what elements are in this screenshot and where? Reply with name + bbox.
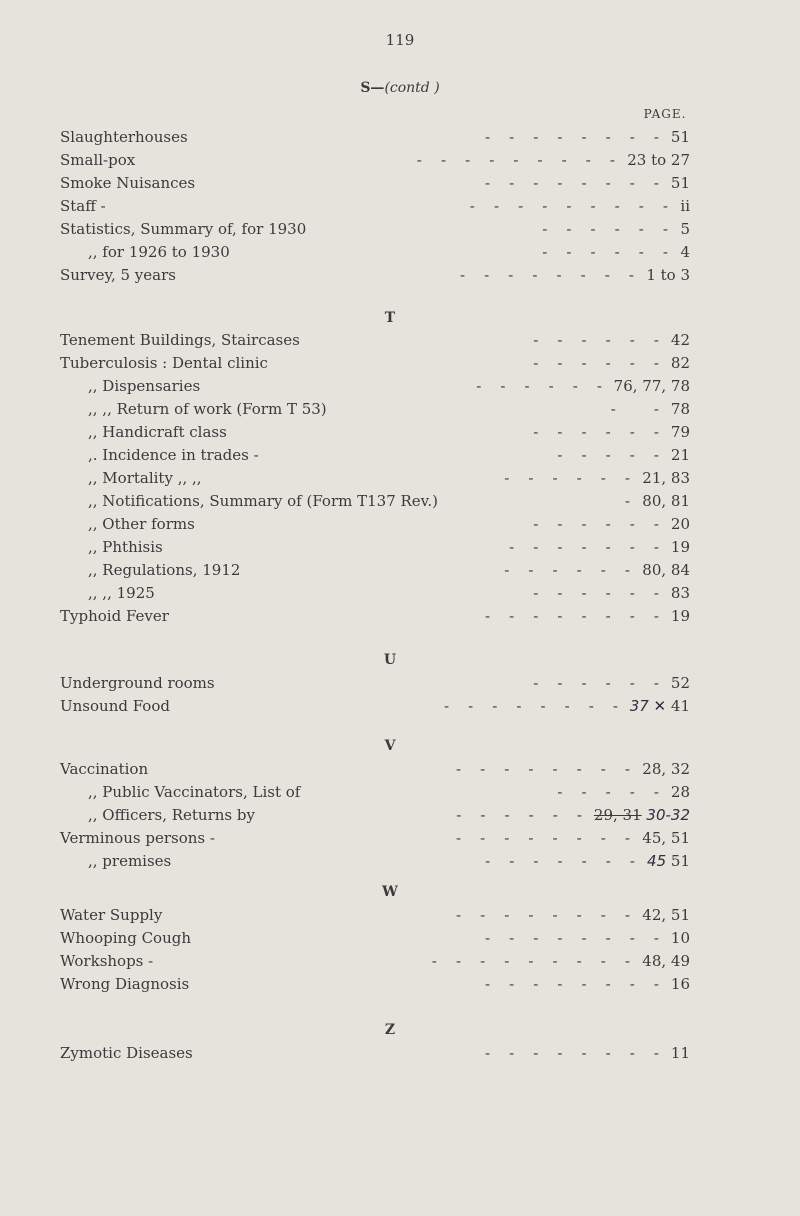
index-entry [0,354,800,376]
index-entry [0,151,800,173]
entry-label: Tuberculosis : Dental clinic [60,354,268,372]
page-number: 119 [385,31,415,49]
entry-page-ref [671,783,690,801]
index-entry [0,197,800,219]
leader-dashes: - - - - - - - - [484,975,659,993]
entry-label: Zymotic Diseases [60,1044,193,1062]
index-entry [0,952,800,974]
entry-page-ref [671,929,690,947]
index-entry [0,760,800,782]
page-value: 51 [670,852,690,870]
leader-dashes: - - - - - - [476,377,602,395]
page-value: 80, 84 [642,561,690,579]
entry-page-ref [671,515,690,533]
entry-label: ,, Handicraft class [88,423,227,441]
page-value: 79 [670,423,690,441]
letter-heading-v: V [384,738,396,754]
index-entry [0,174,800,196]
entry-page-ref [671,331,690,349]
leader-dashes: - - - - - - - - [455,906,630,924]
entry-page-ref [671,975,690,993]
page-value: 16 [670,975,690,993]
leader-dashes: - - - - - - - - - [431,952,630,970]
entry-page-ref [614,377,690,395]
index-entry [0,469,800,491]
entry-page-ref [680,197,690,215]
entry-label: ,, Mortality ,, ,, [88,469,202,487]
index-entry [0,584,800,606]
entry-label: Vaccination [60,760,149,778]
entry-page-ref [594,806,690,824]
page-value: 76, 77, 78 [613,377,690,395]
page-value: 82 [670,354,690,372]
index-entry [0,446,800,468]
index-entry [0,220,800,242]
leader-dashes: - - - - - - [542,243,668,261]
index-entry [0,128,800,150]
entry-label: Wrong Diagnosis [60,975,190,993]
entry-label: Staff - [60,197,106,215]
page-value: 10 [670,929,690,947]
page-value: 29, 31 [593,806,642,824]
leader-dashes: - - - - - - [504,469,630,487]
section-heading [0,80,800,96]
leader-dashes: - - - - - - - - [484,1044,659,1062]
entry-label: Slaughterhouses [60,128,188,146]
entry-label: ,, ,, 1925 [88,584,155,602]
page-value: 78 [670,400,690,418]
page-value: ii [680,197,690,215]
leader-dashes: - - - - - - [456,806,582,824]
leader-dashes: - - - - - - - - [484,607,659,625]
page-value: 28, 32 [642,760,690,778]
page-value: 42, 51 [642,906,690,924]
leader-dashes: - - - - - - - - - [416,151,615,169]
page-value: 4 [680,243,690,261]
entry-page-ref [680,220,690,238]
handwritten-annotation: 45 [647,852,671,870]
leader-dashes: - - - - - - - - - [469,197,668,215]
index-entry [0,674,800,696]
page-value: 28 [670,783,690,801]
index-entry [0,852,800,874]
entry-label: ,, Phthisis [88,538,163,556]
page-value: 51 [670,174,690,192]
entry-label: ,, premises [88,852,172,870]
entry-label: ,, Public Vaccinators, List of [88,783,301,801]
entry-page-ref [642,829,690,847]
leader-dashes: - - - - - - - - [455,829,630,847]
entry-label: Whooping Cough [60,929,192,947]
index-entry [0,607,800,629]
entry-page-ref [671,400,690,418]
entry-label: Unsound Food [60,697,170,715]
page-value: 51 [670,128,690,146]
page-value: 19 [670,538,690,556]
page-value: 11 [670,1044,690,1062]
page-value: 42 [670,331,690,349]
entry-page-ref [671,446,690,464]
index-entry [0,829,800,851]
leader-dashes: - - - - - - [542,220,668,238]
leader-dashes: - - - - - - [533,331,659,349]
entry-label: Water Supply [60,906,163,924]
index-entry [0,423,800,445]
entry-page-ref [630,697,690,715]
index-entry [0,783,800,805]
index-entry [0,331,800,353]
index-entry [0,243,800,265]
entry-page-ref [671,174,690,192]
section-contd: (contd ) [384,80,440,96]
entry-label: Survey, 5 years [60,266,176,284]
leader-dashes: - - - - - - - - [455,760,630,778]
letter-heading-t: T [384,310,396,326]
entry-label: Tenement Buildings, Staircases [60,331,300,349]
page-value: 19 [670,607,690,625]
entry-page-ref [642,760,690,778]
handwritten-annotation: 30-32 [641,806,690,824]
entry-page-ref [680,243,690,261]
entry-label: Smoke Nuisances [60,174,196,192]
page-value: 48, 49 [642,952,690,970]
index-entry [0,400,800,422]
index-entry [0,806,800,828]
index-entry [0,1044,800,1066]
entry-page-ref [642,906,690,924]
index-entry [0,561,800,583]
entry-page-ref [671,1044,690,1062]
entry-label: ,. Incidence in trades - [88,446,259,464]
page-value: 21 [670,446,690,464]
handwritten-annotation: 37 ✕ [629,697,671,715]
leader-dashes: - - [610,400,659,418]
entry-label: Underground rooms [60,674,215,692]
page-value: 21, 83 [642,469,690,487]
index-entry [0,697,800,719]
leader-dashes: - - - - - - - - [484,929,659,947]
page-value: 83 [670,584,690,602]
letter-heading-z: Z [384,1022,396,1038]
entry-label: Statistics, Summary of, for 1930 [60,220,307,238]
leader-dashes: - - - - - - [533,674,659,692]
leader-dashes: - - - - - - [504,561,630,579]
leader-dashes: - - - - - [557,446,659,464]
entry-label: ,, Officers, Returns by [88,806,255,824]
page-value: 5 [680,220,690,238]
letter-heading-w: W [382,884,398,900]
entry-page-ref [671,423,690,441]
entry-page-ref [671,674,690,692]
entry-label: ,, ,, Return of work (Form T 53) [88,400,327,418]
leader-dashes: - - - - - - [533,515,659,533]
leader-dashes: - [624,492,630,510]
entry-page-ref [646,266,690,284]
leader-dashes: - - - - - - - [485,852,635,870]
entry-page-ref [642,952,690,970]
leader-dashes: - - - - - - - [509,538,659,556]
index-entry [0,377,800,399]
section-letter: S— [360,80,385,96]
index-entry [0,906,800,928]
entry-page-ref [642,561,690,579]
index-entry [0,492,800,514]
page-value: 52 [670,674,690,692]
entry-label: Verminous persons - [60,829,215,847]
index-entry [0,975,800,997]
entry-label: Typhoid Fever [60,607,169,625]
entry-page-ref [671,354,690,372]
page-value: 23 to 27 [627,151,690,169]
entry-page-ref [671,538,690,556]
index-entry [0,515,800,537]
page-column-header: PAGE. [643,107,687,121]
entry-page-ref [627,151,690,169]
leader-dashes: - - - - - - - - [443,697,618,715]
page-value: 20 [670,515,690,533]
entry-page-ref [671,607,690,625]
entry-label: ,, Dispensaries [88,377,201,395]
leader-dashes: - - - - - - - - [484,128,659,146]
index-entry [0,538,800,560]
entry-page-ref [642,492,690,510]
leader-dashes: - - - - - - - - [459,266,634,284]
leader-dashes: - - - - - - [533,423,659,441]
entry-page-ref [642,469,690,487]
entry-page-ref [647,852,690,870]
page-value: 80, 81 [642,492,690,510]
letter-heading-u: U [383,652,397,668]
entry-label: Workshops - [60,952,154,970]
entry-page-ref [671,584,690,602]
index-entry [0,929,800,951]
entry-label: ,, Notifications, Summary of (Form T137 Rev.) [88,492,438,510]
entry-page-ref [671,128,690,146]
page-value: 41 [670,697,690,715]
leader-dashes: - - - - - - - - [484,174,659,192]
page-value: 1 to 3 [646,266,690,284]
entry-label: Small-pox [60,151,136,169]
entry-label: ,, Other forms [88,515,195,533]
leader-dashes: - - - - - - [533,354,659,372]
leader-dashes: - - - - - [557,783,659,801]
page-value: 45, 51 [642,829,690,847]
entry-label: ,, for 1926 to 1930 [88,243,230,261]
leader-dashes: - - - - - - [533,584,659,602]
entry-label: ,, Regulations, 1912 [88,561,241,579]
index-entry [0,266,800,288]
